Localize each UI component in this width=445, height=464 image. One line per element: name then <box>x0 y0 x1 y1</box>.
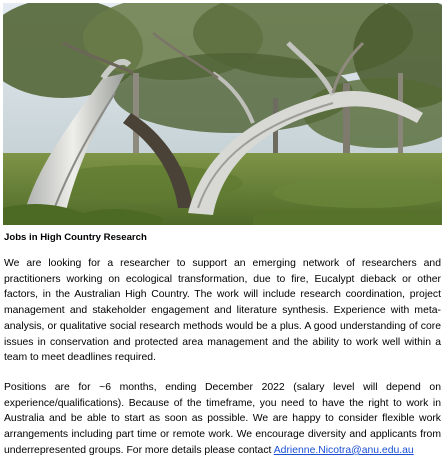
job-details-paragraph <box>4 380 441 459</box>
contact-email-link[interactable]: Adrienne.Nicotra@anu.edu.au <box>273 444 414 456</box>
snow-gum-woodland-image <box>3 3 442 225</box>
job-details-text: Positions are for ~6 months, ending December 2022 (salary level will depend on experience/qualifications). Because of the timeframe, you need to have the right to work in Australia and be able to start as soon as possible. We are happy to consider flexible work arrangements including part time or remote work. We encourage diversity and applicants from underrepresented groups. For more details please contact <box>4 381 441 456</box>
job-advert <box>4 232 441 458</box>
job-title: Jobs in High Country Research <box>4 232 147 243</box>
job-description-paragraph: We are looking for a researcher to support an emerging network of researchers and practitioners working on ecological transformation, due to fire, Eucalypt dieback or other factors, in the Australian High Country. The work will include research coordination, project management and stakeholder engagement and literature synthesis. Experience with meta-analysis, or qualitative social research methods would be a plus. A good understanding of core issues in conservation and protected area management and the ability to work well within a team to meet deadlines required. <box>4 258 441 364</box>
header-photo <box>3 3 442 225</box>
